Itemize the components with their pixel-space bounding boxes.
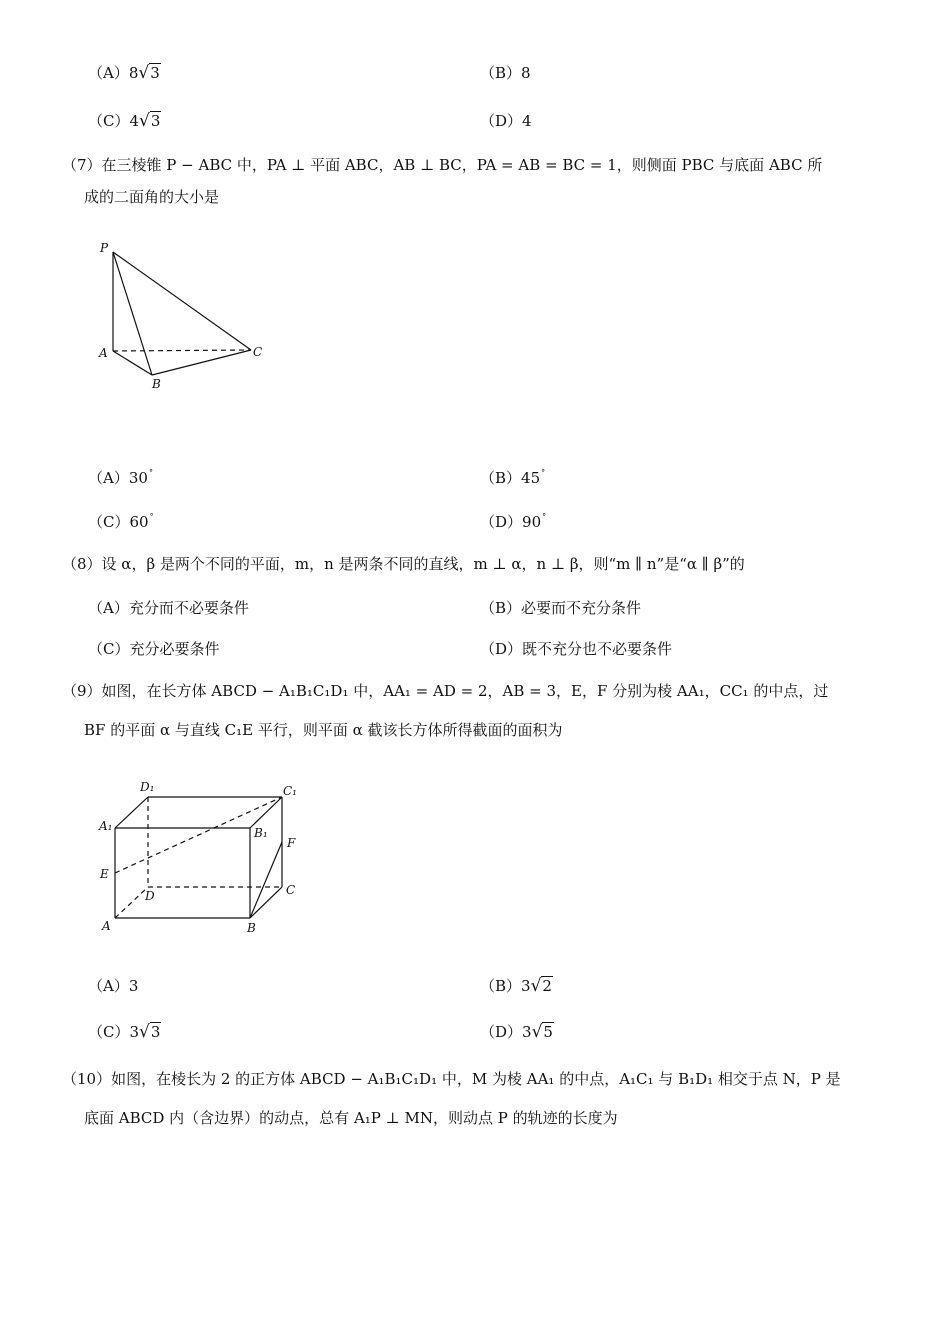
edge-pc	[113, 252, 251, 350]
q7-option-a	[88, 467, 153, 488]
q7-option-b	[480, 467, 545, 488]
q7-tetrahedron-figure	[90, 232, 280, 397]
sqrt-icon: √	[531, 1022, 543, 1042]
q7-stem-line1: （7）在三棱锥 P − ABC 中，PA ⊥ 平面 ABC，AB ⊥ BC，PA = AB = BC = 1，则侧面 PBC 与底面 ABC 所	[62, 156, 823, 174]
q8-option-b: （B）必要而不充分条件	[480, 599, 642, 617]
degree-mark: °	[148, 468, 153, 477]
q6-option-d	[480, 110, 532, 131]
q6-option-b-value: 8	[521, 64, 531, 82]
q7-option-b-value: 45	[521, 469, 541, 487]
q7-option-c-label: （C）	[88, 513, 130, 531]
q9-option-b-coef: 3	[521, 977, 531, 995]
q7-option-c	[88, 511, 154, 532]
q7-option-a-label: （A）	[88, 469, 129, 487]
q7-option-a-value: 30	[128, 469, 148, 487]
q9-option-b-radicand: 2	[542, 977, 552, 995]
edge-ad-hidden	[115, 887, 148, 918]
label-p: P	[100, 241, 109, 255]
q8-stem-line1: （8）设 α，β 是两个不同的平面，m，n 是两条不同的直线，m ⊥ α，n ⊥ β，则“m ∥ n”是“α ∥ β”的	[62, 555, 745, 573]
q8-option-a: （A）充分而不必要条件	[88, 599, 249, 617]
q6-option-d-value: 4	[522, 112, 532, 130]
q7-option-d	[480, 511, 546, 532]
sqrt-icon: √	[138, 63, 150, 83]
q8-option-d: （D）既不充分也不必要条件	[480, 640, 673, 658]
q7-stem-line2: 成的二面角的大小是	[84, 188, 220, 206]
q9-option-b-label: （B）	[480, 977, 522, 995]
degree-mark: °	[541, 468, 546, 477]
q9-option-d-label: （D）	[480, 1023, 523, 1041]
label-a: A	[102, 919, 111, 933]
q9-option-d-radicand: 5	[543, 1023, 553, 1041]
q6-option-a-radicand: 3	[150, 64, 160, 82]
degree-mark: °	[149, 512, 154, 521]
q10-stem-line1: （10）如图，在棱长为 2 的正方体 ABCD − A₁B₁C₁D₁ 中，M 为棱 AA₁ 的中点，A₁C₁ 与 B₁D₁ 相交于点 N，P 是	[62, 1070, 841, 1088]
q9-stem-line2: BF 的平面 α 与直线 C₁E 平行，则平面 α 截该长方体所得截面的面积为	[84, 721, 563, 739]
q9-option-b	[480, 975, 553, 996]
edge-bc	[152, 350, 251, 375]
label-f: F	[287, 836, 296, 850]
q6-option-d-label: （D）	[480, 112, 523, 130]
label-e: E	[100, 867, 109, 881]
label-b: B	[247, 921, 256, 935]
q6-option-a-coef: 8	[128, 64, 139, 82]
q9-option-d-coef: 3	[522, 1023, 532, 1041]
q7-option-d-value: 90	[522, 513, 542, 531]
label-b: B	[152, 377, 161, 391]
q9-option-c	[88, 1021, 161, 1042]
q9-option-a	[88, 975, 138, 996]
edge-ac-hidden	[113, 350, 251, 351]
label-b1: B₁	[254, 826, 268, 840]
q6-option-a-label: （A）	[88, 64, 129, 82]
sqrt-icon: √	[139, 111, 150, 131]
label-a: A	[99, 346, 108, 360]
q9-option-a-value: 3	[128, 977, 139, 995]
label-c: C	[286, 883, 296, 897]
q10-stem-line2: 底面 ABCD 内（含边界）的动点，总有 A₁P ⊥ MN，则动点 P 的轨迹的长度为	[84, 1109, 618, 1127]
edge-a1d1	[115, 797, 148, 828]
q9-option-c-radicand: 3	[150, 1023, 161, 1041]
q9-option-c-coef: 3	[129, 1023, 140, 1041]
edge-b1c1	[250, 797, 282, 828]
q8-option-c: （C）充分必要条件	[88, 640, 220, 658]
q6-option-b	[480, 62, 531, 83]
label-d: D	[145, 889, 155, 903]
q6-option-c	[88, 110, 161, 131]
q6-option-b-label: （B）	[480, 64, 522, 82]
q6-option-c-coef: 4	[129, 112, 140, 130]
q9-option-c-label: （C）	[88, 1023, 130, 1041]
q6-option-c-label: （C）	[88, 112, 130, 130]
sqrt-icon: √	[139, 1022, 150, 1042]
label-a1: A₁	[99, 819, 113, 833]
sqrt-icon: √	[530, 976, 542, 996]
q6-option-a	[88, 62, 161, 83]
edge-bc	[250, 887, 282, 918]
q7-option-b-label: （B）	[480, 469, 522, 487]
q9-option-a-label: （A）	[88, 977, 129, 995]
q9-option-d	[480, 1021, 554, 1042]
degree-mark: °	[542, 512, 547, 521]
q7-option-c-value: 60	[129, 513, 149, 531]
q7-option-d-label: （D）	[480, 513, 523, 531]
segment-bf	[250, 842, 282, 918]
label-d1: D₁	[140, 780, 155, 794]
label-c: C	[253, 345, 263, 359]
label-c1: C₁	[283, 784, 297, 798]
q9-stem-line1: （9）如图，在长方体 ABCD − A₁B₁C₁D₁ 中，AA₁ = AD = 2，AB = 3，E，F 分别为棱 AA₁，CC₁ 的中点，过	[62, 682, 829, 700]
edge-pb	[113, 252, 152, 375]
q6-option-c-radicand: 3	[150, 112, 161, 130]
q9-cuboid-figure	[92, 775, 312, 940]
